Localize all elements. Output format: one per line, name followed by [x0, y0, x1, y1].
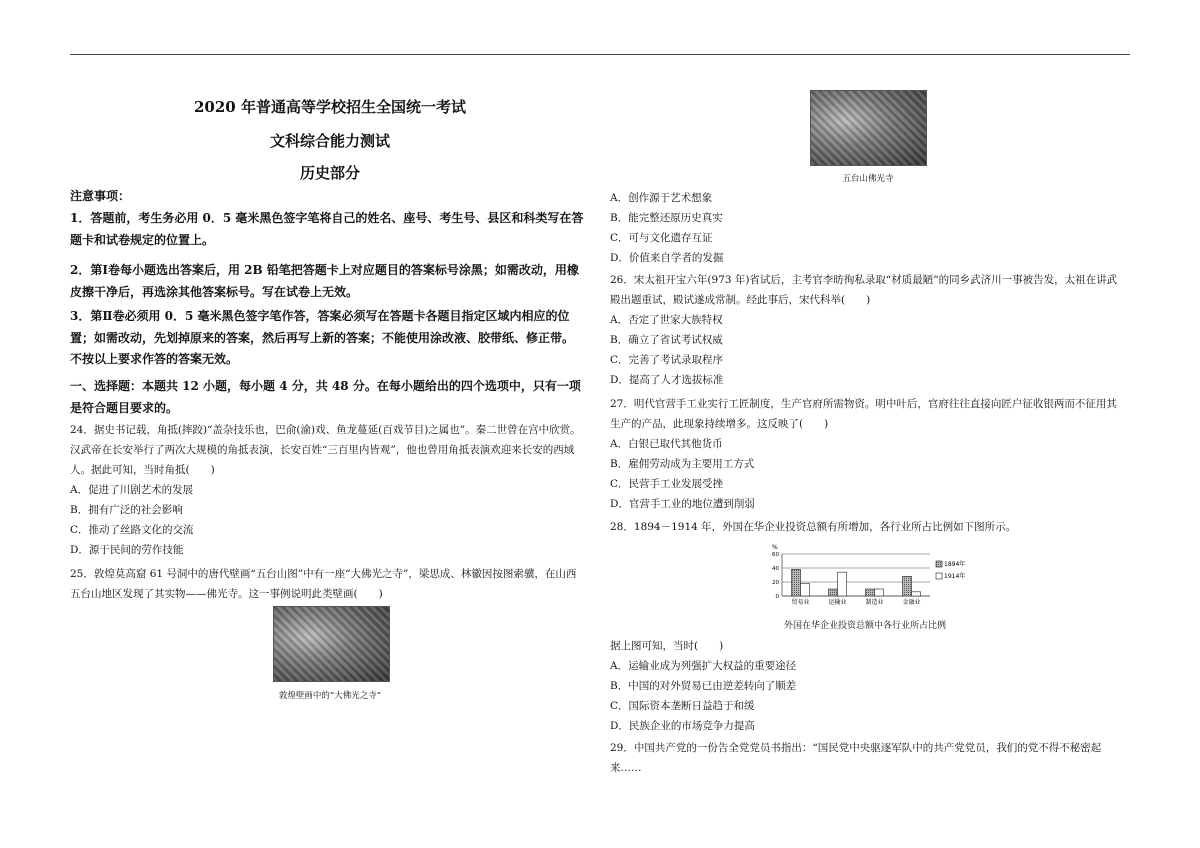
question-24-stem: 24．据史书记载，角抵(摔跤)“盖杂技乐也，巴俞(渝)戏、鱼龙蔓延(百戏节目)之属也”。秦二世曾在宫中欣赏。汉武帝在长安举行了两次大规模的角抵表演，长安百姓“三百里内皆观”，他也曾用角抵表演欢迎来长安的西域人。据此可知，当时角抵( )	[70, 424, 581, 476]
x-category-label: 制造业	[865, 599, 884, 606]
question-28-followup	[610, 636, 1125, 736]
question-27-option-c[interactable]: C．民营手工业发展受挫	[610, 478, 724, 490]
question-27	[610, 394, 1125, 514]
legend-swatch	[936, 561, 942, 567]
bar-series1	[829, 589, 838, 596]
dunhuang-mural-caption: 敦煌壁画中的“大佛光之寺”	[278, 691, 382, 701]
question-26-option-b[interactable]: B．确立了省试考试权威	[610, 334, 723, 346]
question-26-option-a[interactable]: A．否定了世家大族特权	[610, 314, 723, 326]
question-28-option-c[interactable]: C．国际资本垄断日益趋于和缓	[610, 700, 755, 712]
bar-series2	[838, 572, 847, 596]
question-26	[610, 270, 1125, 390]
question-28-stem: 28．1894－1914 年，外国在华企业投资总额有所增加，各行业所占比例如下图所示。	[610, 521, 1017, 533]
question-25-stem: 25．敦煌莫高窟 61 号洞中的唐代壁画“五台山图”中有一座“大佛光之寺”，梁思成、林徽因按图索骥，在山西五台山地区发现了其实物——佛光寺。这一事例说明此类壁画( )	[70, 568, 577, 600]
industry-share-bar-chart	[760, 542, 990, 612]
exam-subtitle: 文科综合能力测试	[269, 132, 390, 150]
dunhuang-mural-photo	[273, 606, 390, 682]
question-27-option-d[interactable]: D．官营手工业的地位遭到削弱	[610, 498, 755, 510]
y-tick-label: 0	[775, 594, 779, 600]
x-category-label: 贸易业	[791, 599, 810, 606]
question-26-option-c[interactable]: C．完善了考试录取程序	[610, 354, 724, 366]
question-28-followup-text: 据上图可知，当时( )	[610, 640, 724, 652]
legend-swatch	[936, 573, 942, 579]
question-28-option-d[interactable]: D．民族企业的市场竞争力提高	[610, 720, 755, 732]
question-24-option-b[interactable]: B．拥有广泛的社会影响	[70, 504, 183, 516]
question-24-option-d[interactable]: D．源于民间的劳作技能	[70, 544, 184, 556]
question-24-option-c[interactable]: C．推动了丝路文化的交流	[70, 524, 194, 536]
section-one-instructions: 一、选择题：本题共 12 小题，每小题 4 分，共 48 分。在每小题给出的四个选项中，只有一项是符合题目要求的。	[70, 379, 581, 415]
y-tick-label: 20	[772, 580, 779, 586]
question-26-option-d[interactable]: D．提高了人才选拔标准	[610, 374, 724, 386]
exam-section-title: 历史部分	[299, 164, 360, 182]
notice-item-2: 2．第Ⅰ卷每小题选出答案后，用 2B 铅笔把答题卡上对应题目的答案标号涂黑；如需改动，用橡皮擦干净后，再选涂其他答案标号。写在试卷上无效。	[70, 263, 579, 299]
chart-labels	[791, 598, 920, 606]
notice-item-1: 1．答题前，考生务必用 0．5 毫米黑色签字笔将自己的姓名、座号、考生号、县区和科类写在答题卡和试卷规定的位置上。	[70, 211, 584, 247]
question-25-option-a[interactable]: A．创作源于艺术想象	[610, 192, 713, 204]
exam-title: 2020 年普通高等学校招生全国统一考试	[194, 98, 466, 116]
question-27-stem: 27．明代官营手工业实行工匠制度，生产官府所需物资。明中叶后，官府往往直接向匠户征收银两而不征用其生产的产品，此现象持续增多。这反映了( )	[610, 398, 1117, 430]
y-axis-unit-label: %	[772, 544, 778, 551]
question-24	[70, 420, 585, 560]
y-tick-label: 60	[772, 552, 779, 558]
question-24-option-a[interactable]: A．促进了川剧艺术的发展	[70, 484, 194, 496]
question-25-options	[610, 188, 1125, 268]
foguang-temple-photo	[810, 90, 927, 166]
notice-heading: 注意事项：	[70, 189, 131, 203]
bar-series1	[903, 576, 912, 596]
top-rule	[70, 54, 1130, 55]
bar-series1	[792, 569, 801, 596]
chart-bars	[792, 569, 921, 596]
bar-series1	[866, 589, 875, 596]
foguang-temple-caption: 五台山佛光寺	[842, 174, 894, 184]
chart-caption: 外国在华企业投资总额中各行业所占比例	[783, 621, 946, 631]
question-27-option-b[interactable]: B．雇佣劳动成为主要用工方式	[610, 458, 755, 470]
question-25-option-b[interactable]: B．能完整还原历史真实	[610, 212, 723, 224]
question-25-option-c[interactable]: C．可与文化遗存互证	[610, 232, 713, 244]
chart-legend	[936, 560, 965, 580]
bar-series2	[875, 589, 884, 596]
legend-label: 1914年	[944, 573, 966, 580]
x-category-label: 运输业	[828, 599, 847, 606]
question-28-option-b[interactable]: B．中国的对外贸易已由逆差转向了顺差	[610, 680, 797, 692]
question-28-option-a[interactable]: A．运输业成为列强扩大权益的重要途径	[610, 660, 797, 672]
question-25-option-d[interactable]: D．价值来自学者的发掘	[610, 252, 724, 264]
legend-label: 1894年	[944, 561, 966, 568]
notice-item-3: 3．第Ⅱ卷必须用 0．5 毫米黑色签字笔作答，答案必须写在答题卡各题目指定区域内相应的位置；如需改动，先划掉原来的答案，然后再写上新的答案；不能使用涂改液、胶带纸、修正带。不按以上要求作答的答案无效。	[70, 309, 575, 366]
bar-series2	[912, 592, 921, 596]
y-tick-label: 40	[772, 566, 779, 572]
question-29-stem: 29．中国共产党的一份告全党党员书指出：“国民党中央驱逐军队中的共产党党员，我们的党不得不秘密起来……	[610, 742, 1102, 774]
question-27-option-a[interactable]: A．白银已取代其他货币	[610, 438, 723, 450]
x-category-label: 金融业	[902, 599, 921, 606]
bar-series2	[801, 583, 810, 596]
question-26-stem: 26．宋太祖开宝六年(973 年)省试后，主考官李昉徇私录取“材质最陋”的同乡武济川一事被告发，太祖在讲武殿出题重试，殿试遂成常制。经此事后，宋代科举( )	[610, 274, 1118, 306]
